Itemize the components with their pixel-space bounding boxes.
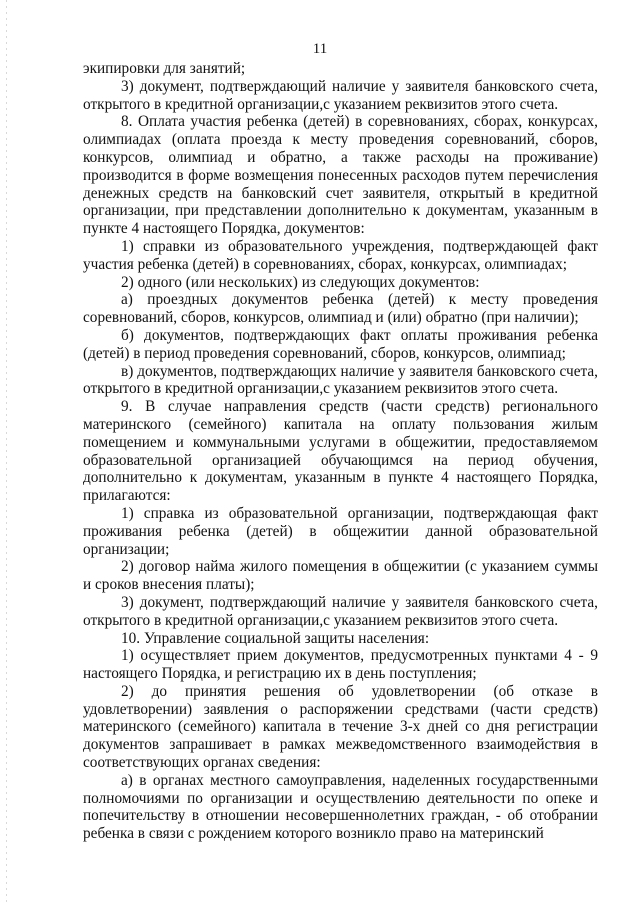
paragraph-item-10-2-a: а) в органах местного самоуправления, наделенных государственными полномочиями по организации и осуществлению деятельности по опеке и попечительству в отношении несовершеннолетних граждан, - об отобрании ребенка в связи с рождением которого возникло право на материнский	[83, 771, 598, 843]
paragraph-item-8-2-a: а) проездных документов ребенка (детей) к месту проведения соревнований, сборов, конкурсов, олимпиад и (или) обратно (при наличии);	[83, 291, 598, 327]
paragraph-item-8-1: 1) справки из образовательного учреждения, подтверждающей факт участия ребенка (детей) в соревнованиях, сборах, конкурсах, олимпиадах;	[83, 237, 598, 273]
paragraph-item-7-3: 3) документ, подтверждающий наличие у заявителя банковского счета, открытого в кредитной организации,с указанием реквизитов этого счета.	[83, 77, 598, 113]
paragraph-item-8-2-c: в) документов, подтверждающих наличие у заявителя банковского счета, открытого в кредитной организации,с указанием реквизитов этого счета.	[83, 362, 598, 398]
page-number: 11	[312, 41, 328, 57]
paragraph-item-8-2: 2) одного (или нескольких) из следующих документов:	[121, 273, 480, 291]
paragraph-section-8: 8. Оплата участия ребенка (детей) в соревнованиях, сборах, конкурсах, олимпиадах (оплата проезда к месту проведения соревнований, сборов, конкурсов, олимпиад и обратно, а также расходы на проживание) производится в форме возмещения понесенных расходов путем перечисления денежных средств на банковский счет заявителя, открытый в кредитной организации, при представлении дополнительно к документам, указанным в пункте 4 настоящего Порядка, документов:	[83, 113, 598, 238]
paragraph-item-9-3: 3) документ, подтверждающий наличие у заявителя банковского счета, открытого в кредитной организации,с указанием реквизитов этого счета.	[83, 593, 598, 629]
paragraph-section-10: 10. Управление социальной защиты населения:	[121, 629, 430, 647]
paragraph-item-8-2-b: б) документов, подтверждающих факт оплаты проживания ребенка (детей) в период проведения соревнований, сборов, конкурсов, олимпиад;	[83, 326, 598, 362]
paragraph-section-9: 9. В случае направления средств (части средств) регионального материнского (семейного) капитала на оплату пользования жилым помещением и коммунальными услугами в общежитии, предоставляемом образовательной организацией обучающимся на период обучения, дополнительно к документам, указанным в пункте 4 настоящего Порядка, прилагаются:	[83, 398, 598, 505]
paragraph-item-9-1: 1) справка из образовательной организации, подтверждающая факт проживания ребенка (детей) в общежитии данной образовательной организации;	[83, 504, 598, 558]
scan-edge-artifact	[6, 0, 7, 905]
paragraph-item-9-2: 2) договор найма жилого помещения в общежитии (с указанием суммы и сроков внесения платы);	[83, 558, 598, 594]
paragraph-item-10-1: 1) осуществляет прием документов, предусмотренных пунктами 4 - 9 настоящего Порядка, и регистрацию их в день поступления;	[83, 647, 598, 683]
document-body	[83, 60, 598, 843]
paragraph-item-10-2: 2) до принятия решения об удовлетворении (об отказе в удовлетворении) заявления о распоряжении средствами (части средств) материнского (семейного) капитала в течение 3-х дней со дня регистрации документов запрашивает в рамках межведомственного взаимодействия в соответствующих органах сведения:	[83, 682, 598, 772]
paragraph-continuation: экипировки для занятий;	[83, 60, 246, 77]
